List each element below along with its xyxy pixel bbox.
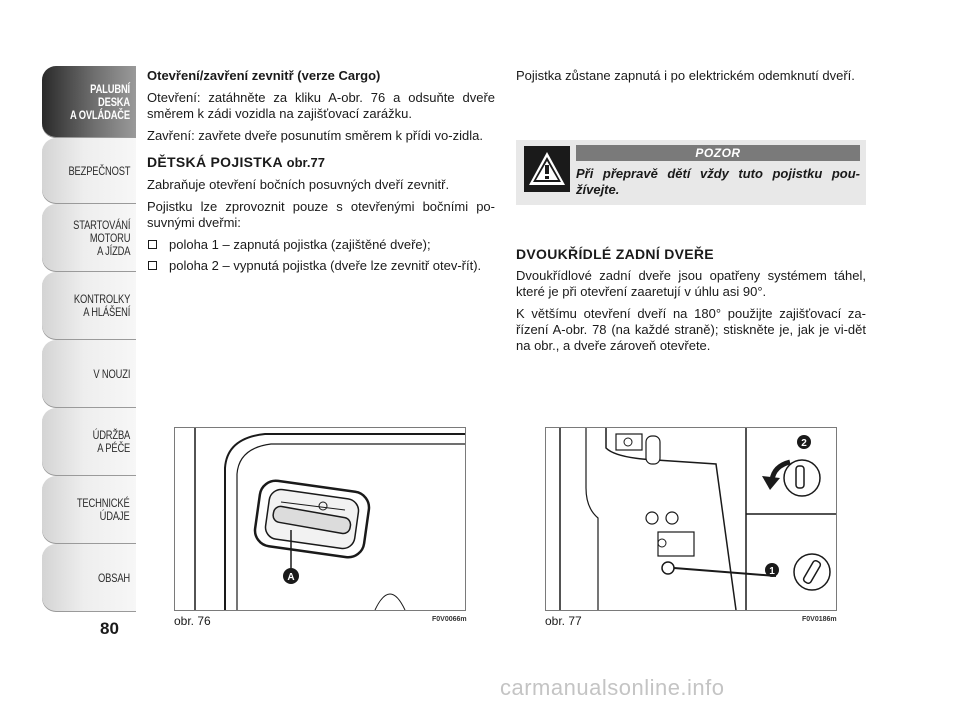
tab-label: V NOUZI <box>93 366 130 381</box>
tab-kontrolky[interactable] <box>42 272 136 340</box>
right-column <box>516 68 866 90</box>
position-list <box>147 237 495 274</box>
paragraph-open: Otevření: zatáhněte za kliku A-obr. 76 a odsuňte dveře směrem k zádi vozidla na zajišťovací zarážku. <box>147 90 495 121</box>
tab-label: KONTROLKY A HLÁŠENÍ <box>73 292 130 319</box>
paragraph-rear-doors-1: Dvoukřídlové zadní dveře jsou opatřeny systémem táhel, které je při otevření zaaretují v úhlu asi 90°. <box>516 268 866 299</box>
section-title-child-lock <box>147 154 495 171</box>
tab-palubni-deska[interactable] <box>42 66 136 138</box>
tab-v-nouzi[interactable] <box>42 340 136 408</box>
list-item: poloha 2 – vypnutá pojistka (dveře lze zevnitř otev-řít). <box>147 258 495 274</box>
section-title-cargo: Otevření/zavření zevnitř (verze Cargo) <box>147 68 381 83</box>
paragraph-close: Zavření: zavřete dveře posunutím směrem k přídi vo-zidla. <box>147 128 483 143</box>
figure-77-code: F0V0186m <box>802 616 837 623</box>
child-lock-title: DĚTSKÁ POJISTKA <box>147 154 283 170</box>
warning-text: Při přepravě dětí vždy tuto pojistku pou-žívejte. <box>576 166 860 197</box>
warning-box <box>516 140 866 205</box>
figure-76 <box>174 427 466 611</box>
tab-label: STARTOVÁNÍ MOTORU A JÍZDA <box>72 217 130 258</box>
callout-a-label: A <box>287 572 295 583</box>
callout-1-label: 1 <box>769 566 775 577</box>
paragraph-lock-remains: Pojistka zůstane zapnutá i po elektrickém odemknutí dveří. <box>516 68 855 83</box>
warning-header: POZOR <box>576 145 860 161</box>
tab-label: PALUBNÍ DESKA A OVLÁDAČE <box>70 81 130 122</box>
right-column-lower <box>516 246 866 360</box>
tab-obsah[interactable] <box>42 544 136 612</box>
tab-label: OBSAH <box>98 570 130 585</box>
figure-77 <box>545 427 837 611</box>
page-number: 80 <box>100 619 119 638</box>
figure-77-caption: obr. 77 <box>545 614 582 628</box>
tab-label: TECHNICKÉ ÚDAJE <box>77 496 130 523</box>
callout-2-label: 2 <box>801 438 807 449</box>
paragraph-child-lock-1: Zabraňuje otevření bočních posuvných dveří zevnitř. <box>147 177 450 192</box>
left-column <box>147 68 495 279</box>
warning-triangle-icon <box>524 146 570 192</box>
tab-bezpecnost[interactable] <box>42 138 136 204</box>
tab-label: BEZPEČNOST <box>68 163 130 178</box>
paragraph-child-lock-2: Pojistku lze zprovoznit pouze s otevřenými bočními po-suvnými dveřmi: <box>147 199 495 230</box>
tab-technicke-udaje[interactable] <box>42 476 136 544</box>
tab-udrzba[interactable] <box>42 408 136 476</box>
figure-ref: obr.77 <box>286 155 325 170</box>
tab-label: ÚDRŽBA A PÉČE <box>92 428 130 455</box>
figure-76-caption: obr. 76 <box>174 614 211 628</box>
figure-76-code: F0V0066m <box>432 616 467 623</box>
list-item: poloha 1 – zapnutá pojistka (zajištěné dveře); <box>147 237 495 253</box>
child-lock-illustration <box>546 428 836 610</box>
door-handle-illustration <box>175 428 465 610</box>
watermark: carmanualsonline.info <box>500 675 725 700</box>
paragraph-rear-doors-2: K většímu otevření dveří na 180° použijte zajišťovací za-řízení A-obr. 78 (na každé straně); stiskněte je, jak je vi-dět na obr., a dveře zároveň otevřete. <box>516 306 866 353</box>
section-title-rear-doors: DVOUKŘÍDLÉ ZADNÍ DVEŘE <box>516 246 714 262</box>
tab-startovani[interactable] <box>42 204 136 272</box>
